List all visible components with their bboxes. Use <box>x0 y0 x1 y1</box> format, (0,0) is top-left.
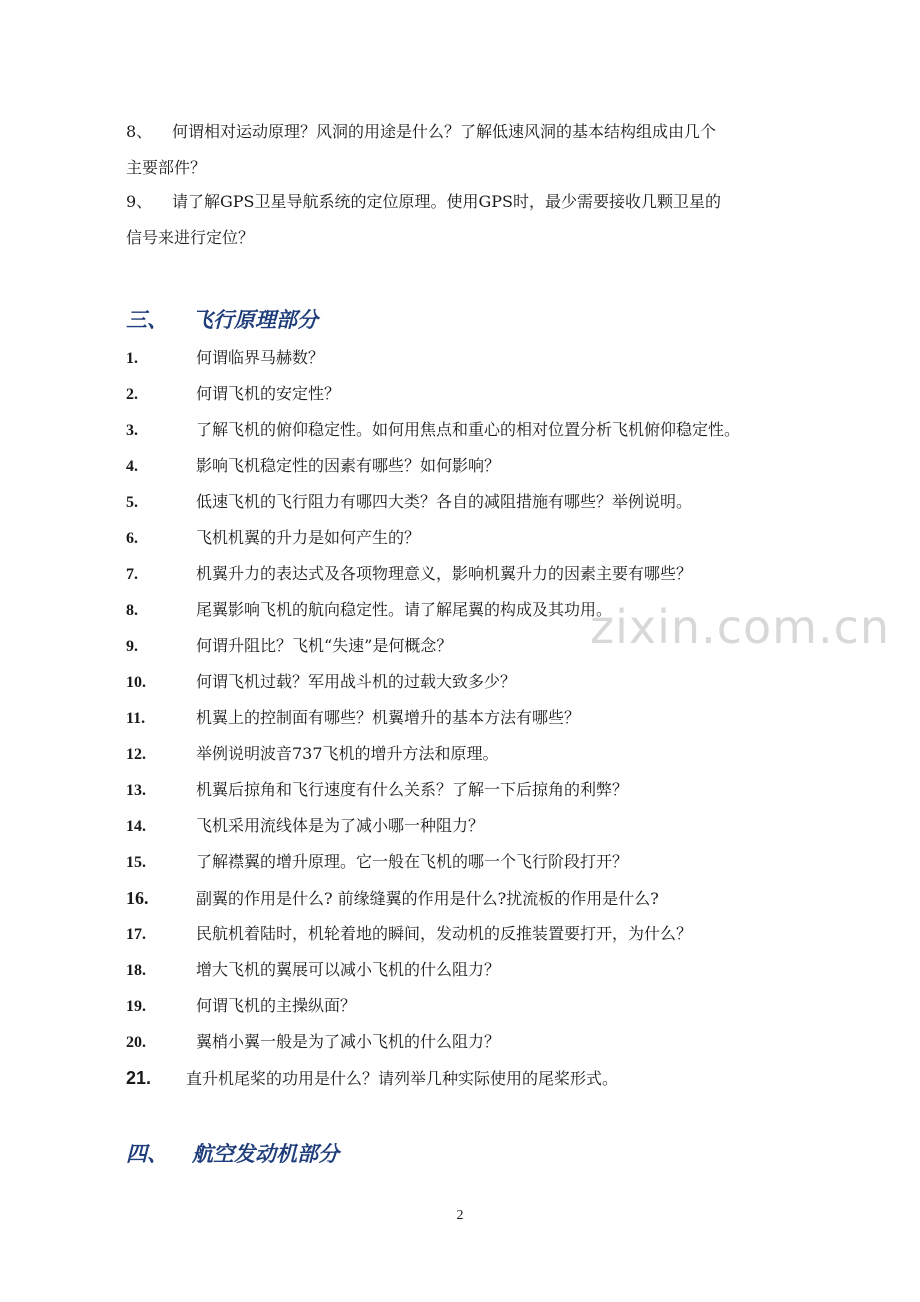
list-item <box>126 772 826 808</box>
section-number: 三、 <box>126 308 168 332</box>
question-text: 请了解GPS卫星导航系统的定位原理。使用GPS时，最少需要接收几颗卫星的 <box>172 192 722 211</box>
item-number: 3. <box>126 422 138 439</box>
item-text: 了解飞机的俯仰稳定性。如何用焦点和重心的相对位置分析飞机俯仰稳定性。 <box>196 420 741 439</box>
item-text: 何谓飞机过载？军用战斗机的过载大致多少？ <box>196 672 517 691</box>
question-text: 何谓相对运动原理？风洞的用途是什么？了解低速风洞的基本结构组成由几个 <box>172 122 717 141</box>
page-number: 2 <box>456 1208 464 1223</box>
section-title: 飞行原理部分 <box>192 308 318 332</box>
section-number: 四、 <box>126 1142 168 1166</box>
item-text: 副翼的作用是什么? 前缘缝翼的作用是什么?扰流板的作用是什么? <box>196 889 659 908</box>
question-number: 9、 <box>126 192 153 211</box>
list-item <box>126 448 826 484</box>
item-number: 1. <box>126 350 138 367</box>
section-title: 航空发动机部分 <box>192 1142 339 1166</box>
item-text: 增大飞机的翼展可以减小飞机的什么阻力？ <box>196 960 501 979</box>
item-text: 低速飞机的飞行阻力有哪四大类？各自的减阻措施有哪些？举例说明。 <box>196 492 693 511</box>
item-number: 15. <box>126 854 146 871</box>
item-number: 2. <box>126 386 138 403</box>
item-text: 何谓飞机的主操纵面？ <box>196 996 357 1015</box>
item-text: 翼梢小翼一般是为了减小飞机的什么阻力？ <box>196 1032 501 1051</box>
item-text: 机翼升力的表达式及各项物理意义，影响机翼升力的因素主要有哪些？ <box>196 564 693 583</box>
question-8 <box>126 114 816 186</box>
list-item <box>126 1060 826 1096</box>
item-text: 直升机尾桨的功用是什么？请列举几种实际使用的尾桨形式。 <box>186 1069 619 1088</box>
item-text: 飞机机翼的升力是如何产生的？ <box>196 528 421 547</box>
item-number: 16. <box>126 888 149 908</box>
item-text: 何谓临界马赫数？ <box>196 348 325 367</box>
item-text: 机翼后掠角和飞行速度有什么关系？了解一下后掠角的利弊？ <box>196 780 629 799</box>
item-text: 飞机采用流线体是为了减小哪一种阻力？ <box>196 816 485 835</box>
item-number: 10. <box>126 674 146 691</box>
item-number: 6. <box>126 530 138 547</box>
list-item <box>126 340 826 376</box>
list-item <box>126 376 826 412</box>
item-number: 21. <box>126 1068 152 1088</box>
item-number: 7. <box>126 566 138 583</box>
item-number: 5. <box>126 494 138 511</box>
item-number: 4. <box>126 458 138 475</box>
list-item <box>126 736 826 772</box>
question-number: 8、 <box>126 122 153 141</box>
question-text-continued: 主要部件？ <box>126 158 207 177</box>
item-number: 9. <box>126 638 138 655</box>
item-number: 17. <box>126 926 146 943</box>
list-item <box>126 916 826 952</box>
list-item <box>126 700 826 736</box>
list-item <box>126 952 826 988</box>
question-text-continued: 信号来进行定位？ <box>126 228 255 247</box>
list-item <box>126 988 826 1024</box>
item-text: 影响飞机稳定性的因素有哪些？如何影响？ <box>196 456 501 475</box>
item-number: 13. <box>126 782 146 799</box>
list-item <box>126 484 826 520</box>
item-text: 机翼上的控制面有哪些？机翼增升的基本方法有哪些？ <box>196 708 581 727</box>
watermark: zixin.com.cn <box>590 600 891 654</box>
item-number: 12. <box>126 746 146 763</box>
list-item <box>126 844 826 880</box>
list-item <box>126 520 826 556</box>
item-text: 何谓升阻比？飞机“失速”是何概念？ <box>196 636 453 655</box>
item-number: 14. <box>126 818 146 835</box>
list-item <box>126 1024 826 1060</box>
list-item <box>126 664 826 700</box>
item-number: 11. <box>126 710 146 727</box>
list-item <box>126 412 826 448</box>
section-heading-4 <box>126 1138 339 1168</box>
item-number: 18. <box>126 962 146 979</box>
list-item <box>126 880 826 916</box>
item-text: 尾翼影响飞机的航向稳定性。请了解尾翼的构成及其功用。 <box>196 600 613 619</box>
section-heading-3 <box>126 304 318 334</box>
item-text: 举例说明波音737飞机的增升方法和原理。 <box>196 744 499 763</box>
item-text: 何谓飞机的安定性？ <box>196 384 341 403</box>
item-number: 8. <box>126 602 138 619</box>
item-number: 20. <box>126 1034 146 1051</box>
item-number: 19. <box>126 998 146 1015</box>
item-text: 民航机着陆时，机轮着地的瞬间，发动机的反推装置要打开，为什么？ <box>196 924 693 943</box>
question-9 <box>126 184 816 256</box>
item-text: 了解襟翼的增升原理。它一般在飞机的哪一个飞行阶段打开？ <box>196 852 629 871</box>
list-item <box>126 808 826 844</box>
list-item <box>126 556 826 592</box>
